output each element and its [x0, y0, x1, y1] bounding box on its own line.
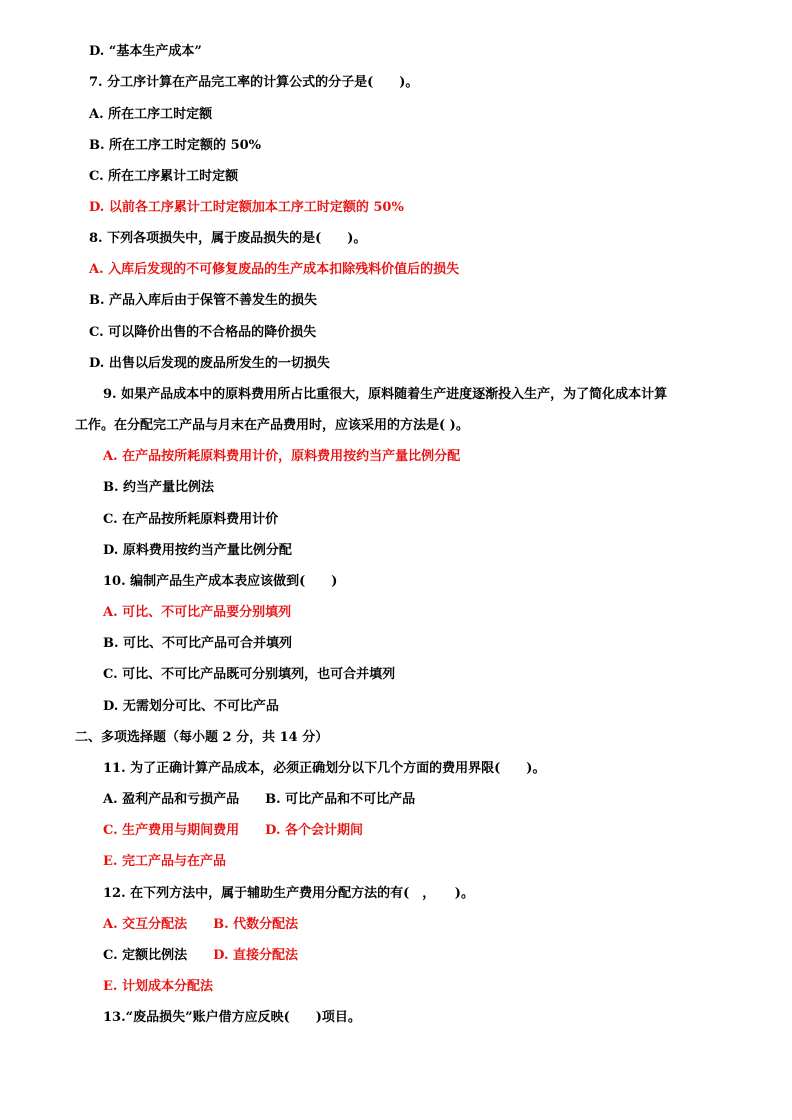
q12-option-c: C. 定额比例法 — [103, 948, 188, 963]
q9-option-c: C. 在产品按所耗原料费用计价 — [103, 512, 279, 527]
q10-option-b: B. 可比、不可比产品可合并填列 — [103, 636, 293, 651]
q9-option-d: D. 原料费用按约当产量比例分配 — [103, 543, 292, 558]
q10-option-c: C. 可比、不可比产品既可分别填列，也可合并填列 — [103, 667, 396, 682]
q11-option-c: C. 生产费用与期间费用 — [103, 823, 240, 838]
q12-options-ab-answer — [103, 917, 298, 933]
q7-option-b: B. 所在工序工时定额的 50% — [89, 138, 262, 153]
q9-option-a-answer: A. 在产品按所耗原料费用计价，原料费用按约当产量比例分配 — [103, 449, 461, 464]
q8-stem: 8. 下列各项损失中，属于废品损失的是( )。 — [89, 231, 367, 246]
q9-stem-line1: 9. 如果产品成本中的原料费用所占比重很大，原料随着生产进度逐渐投入生产，为了简化成本计算 — [103, 387, 668, 402]
q8-option-d: D. 出售以后发现的废品所发生的一切损失 — [89, 356, 330, 371]
q7-option-c: C. 所在工序累计工时定额 — [89, 169, 239, 184]
q8-option-a-answer: A. 入库后发现的不可修复废品的生产成本扣除残料价值后的损失 — [89, 262, 460, 277]
q12-options-cd — [103, 948, 298, 964]
q11-stem: 11. 为了正确计算产品成本，必须正确划分以下几个方面的费用界限( )。 — [103, 761, 546, 776]
q9-stem-line2: 工作。在分配完工产品与月末在产品费用时，应该采用的方法是( )。 — [75, 418, 469, 433]
q7-option-d-answer: D. 以前各工序累计工时定额加本工序工时定额的 50% — [89, 200, 404, 215]
q8-option-c: C. 可以降价出售的不合格品的降价损失 — [89, 325, 317, 340]
q7-option-a: A. 所在工序工时定额 — [89, 107, 213, 122]
section-heading-multiple-choice: 二、多项选择题（每小题 2 分，共 14 分） — [75, 730, 329, 745]
q11-option-e-answer: E. 完工产品与在产品 — [103, 854, 226, 869]
q11-options-ab — [103, 792, 415, 808]
q10-option-a-answer: A. 可比、不可比产品要分别填列 — [103, 605, 292, 620]
q9-option-b: B. 约当产量比例法 — [103, 480, 215, 495]
q8-option-b: B. 产品入库后由于保管不善发生的损失 — [89, 293, 318, 308]
q12-option-d-answer: D. 直接分配法 — [213, 948, 299, 963]
q13-stem: 13.“废品损失”账户借方应反映( )项目。 — [103, 1010, 361, 1025]
q11-option-a: A. 盈利产品和亏损产品 — [103, 792, 240, 807]
q7-stem: 7. 分工序计算在产品完工率的计算公式的分子是( )。 — [89, 75, 419, 90]
q12-option-b: B. 代数分配法 — [213, 917, 299, 932]
q12-option-a: A. 交互分配法 — [103, 917, 188, 932]
q11-option-b: B. 可比产品和不可比产品 — [265, 792, 416, 807]
q11-option-d: D. 各个会计期间 — [265, 823, 364, 838]
q10-option-d: D. 无需划分可比、不可比产品 — [103, 699, 279, 714]
q11-options-cd-answer — [103, 823, 363, 839]
q6-option-d: D. “基本生产成本” — [89, 44, 202, 59]
q10-stem: 10. 编制产品生产成本表应该做到( ) — [103, 574, 338, 589]
q12-stem: 12. 在下列方法中，属于辅助生产费用分配方法的有( ， )。 — [103, 886, 474, 901]
q12-option-e-answer: E. 计划成本分配法 — [103, 979, 213, 994]
